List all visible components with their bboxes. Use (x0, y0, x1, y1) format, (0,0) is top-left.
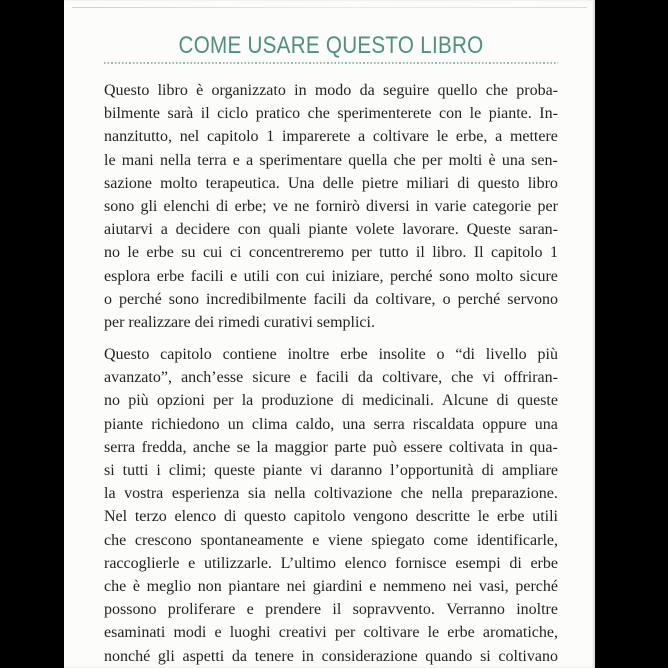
text-line: sono gli elenchi di erbe; ve ne fornirò diversi in varie categorie per (104, 197, 558, 215)
text-line: aiutarvi a decidere con quali piante volete lavorare. Queste saran- (104, 221, 558, 239)
text-line: esplora erbe facili e utili con cui iniziare, perché sono molto sicure (104, 267, 558, 285)
text-line: nonché gli aspetti da tenere in considerazione quando si coltivano (104, 647, 558, 665)
text-line: serra fredda, anche se la maggior parte può essere coltivata in qua- (104, 438, 558, 456)
text-line: no le erbe su cui ci concentreremo per tutto il libro. Il capitolo 1 (104, 244, 558, 262)
chapter-title: COME USARE QUESTO LIBRO (178, 32, 484, 59)
paragraph (104, 79, 558, 334)
text-line: Nel terzo elenco di questo capitolo vengono descritte le erbe utili (104, 508, 558, 526)
book-page (64, 0, 595, 668)
text-line: no più opzioni per la produzione di medicinali. Alcune di queste (104, 392, 558, 410)
dotted-divider (104, 62, 558, 64)
text-line: piante richiedono un clima caldo, una serra riscaldata oppure una (104, 415, 558, 433)
text-line: la vostra esperienza sia nella coltivazione che nella preparazione. (104, 485, 558, 503)
text-line: esaminati modi e luoghi creativi per coltivare le erbe aromatiche, (104, 624, 558, 642)
text-line: raccoglierle e utilizzarle. L’ultimo elenco fornisce esempi di erbe (104, 554, 558, 572)
text-line: possono proliferare e prendere il sopravvento. Verranno inoltre (104, 601, 558, 619)
text-line: nanzitutto, nel capitolo 1 imparerete a coltivare le erbe, a mettere (104, 128, 558, 146)
text-line: che è meglio non piantare nei giardini e nemmeno nei vasi, perché (104, 577, 558, 595)
paragraph (104, 343, 558, 668)
body-text (104, 79, 558, 668)
text-line: Questo capitolo contiene inoltre erbe insolite o “di livello più (104, 346, 558, 364)
scan-edge-artifact (72, 7, 587, 8)
text-line: sazione molto terapeutica. Una delle pietre miliari di questo libro (104, 174, 558, 192)
text-line: Questo libro è organizzato in modo da seguire quello che proba- (104, 82, 558, 99)
text-line: si tutti i climi; queste piante vi daranno l’opportunità di ampliare (104, 462, 558, 479)
text-line: per realizzare dei rimedi curativi semplici. (104, 313, 375, 331)
text-line: che crescono spontaneamente e viene spiegato come identificarle, (104, 531, 558, 549)
text-line: avanzato”, anch’esse sicure e facili da coltivare, che vi offriran- (104, 369, 558, 387)
text-line: bilmente sarà il ciclo pratico che sperimenterete con le piante. In- (104, 105, 558, 123)
text-line: o perché sono incredibilmente facili da coltivare, o perché servono (104, 290, 558, 308)
text-line: le mani nella terra e a sperimentare quella che per molti è una sen- (104, 151, 558, 169)
